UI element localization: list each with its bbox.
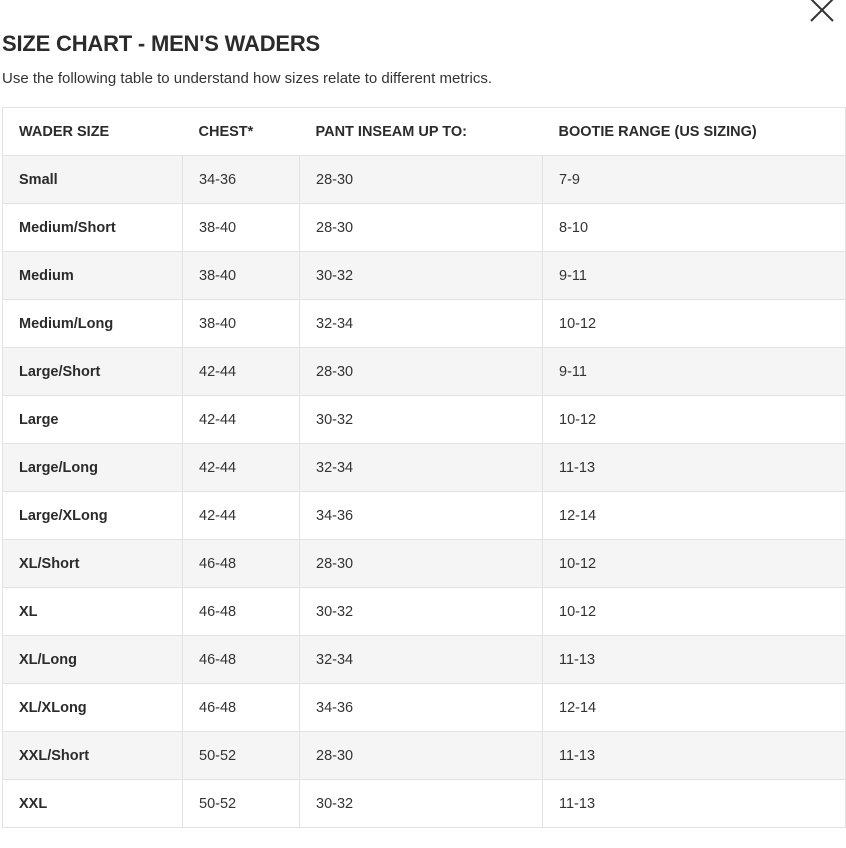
- cell-chest: 46-48: [183, 588, 300, 636]
- table-row: [3, 540, 846, 588]
- cell-bootie-range: 12-14: [543, 684, 846, 732]
- cell-wader-size: XL/XLong: [3, 684, 183, 732]
- cell-bootie-range: 10-12: [543, 300, 846, 348]
- cell-bootie-range: 11-13: [543, 444, 846, 492]
- cell-pant-inseam: 30-32: [300, 396, 543, 444]
- cell-chest: 46-48: [183, 684, 300, 732]
- cell-chest: 50-52: [183, 732, 300, 780]
- cell-wader-size: Large/XLong: [3, 492, 183, 540]
- table-row: [3, 492, 846, 540]
- cell-bootie-range: 11-13: [543, 636, 846, 684]
- cell-pant-inseam: 28-30: [300, 348, 543, 396]
- cell-chest: 42-44: [183, 348, 300, 396]
- table-row: [3, 204, 846, 252]
- cell-wader-size: Medium/Long: [3, 300, 183, 348]
- cell-wader-size: Medium: [3, 252, 183, 300]
- cell-bootie-range: 11-13: [543, 780, 846, 828]
- cell-pant-inseam: 28-30: [300, 540, 543, 588]
- table-row: [3, 300, 846, 348]
- header-wader-size: WADER SIZE: [3, 108, 183, 156]
- cell-pant-inseam: 30-32: [300, 780, 543, 828]
- table-row: [3, 396, 846, 444]
- cell-chest: 38-40: [183, 252, 300, 300]
- cell-chest: 46-48: [183, 636, 300, 684]
- cell-chest: 34-36: [183, 156, 300, 204]
- table-row: [3, 684, 846, 732]
- cell-bootie-range: 7-9: [543, 156, 846, 204]
- table-row: [3, 348, 846, 396]
- cell-bootie-range: 9-11: [543, 348, 846, 396]
- page-title: SIZE CHART - MEN'S WADERS: [2, 31, 321, 56]
- table-row: [3, 732, 846, 780]
- cell-pant-inseam: 32-34: [300, 444, 543, 492]
- cell-pant-inseam: 34-36: [300, 492, 543, 540]
- cell-bootie-range: 10-12: [543, 396, 846, 444]
- cell-pant-inseam: 28-30: [300, 156, 543, 204]
- table-row: [3, 636, 846, 684]
- cell-bootie-range: 12-14: [543, 492, 846, 540]
- cell-chest: 38-40: [183, 300, 300, 348]
- cell-bootie-range: 9-11: [543, 252, 846, 300]
- table-row: [3, 156, 846, 204]
- cell-pant-inseam: 34-36: [300, 684, 543, 732]
- cell-wader-size: XL/Short: [3, 540, 183, 588]
- header-chest: CHEST*: [183, 108, 300, 156]
- cell-chest: 46-48: [183, 540, 300, 588]
- size-chart-table: [2, 107, 846, 828]
- cell-chest: 42-44: [183, 492, 300, 540]
- cell-wader-size: Large/Long: [3, 444, 183, 492]
- cell-wader-size: Small: [3, 156, 183, 204]
- cell-bootie-range: 10-12: [543, 540, 846, 588]
- table-body: [3, 156, 846, 828]
- cell-wader-size: XL: [3, 588, 183, 636]
- header-pant-inseam: PANT INSEAM UP TO:: [300, 108, 543, 156]
- cell-wader-size: XL/Long: [3, 636, 183, 684]
- cell-bootie-range: 11-13: [543, 732, 846, 780]
- cell-bootie-range: 8-10: [543, 204, 846, 252]
- table-row: [3, 780, 846, 828]
- cell-pant-inseam: 32-34: [300, 636, 543, 684]
- cell-chest: 38-40: [183, 204, 300, 252]
- cell-wader-size: XXL: [3, 780, 183, 828]
- cell-bootie-range: 10-12: [543, 588, 846, 636]
- cell-pant-inseam: 32-34: [300, 300, 543, 348]
- cell-chest: 42-44: [183, 396, 300, 444]
- page-subtitle: Use the following table to understand how sizes relate to different metrics.: [2, 70, 492, 87]
- cell-wader-size: Large: [3, 396, 183, 444]
- table-row: [3, 252, 846, 300]
- cell-pant-inseam: 28-30: [300, 204, 543, 252]
- close-button[interactable]: [808, 0, 836, 24]
- table-row: [3, 444, 846, 492]
- table-row: [3, 588, 846, 636]
- header-bootie-range: BOOTIE RANGE (US SIZING): [543, 108, 846, 156]
- cell-wader-size: Large/Short: [3, 348, 183, 396]
- table-header-row: [3, 108, 846, 156]
- cell-pant-inseam: 30-32: [300, 252, 543, 300]
- cell-chest: 50-52: [183, 780, 300, 828]
- cell-chest: 42-44: [183, 444, 300, 492]
- cell-wader-size: XXL/Short: [3, 732, 183, 780]
- close-icon: [808, 0, 836, 24]
- size-chart-table-container: [2, 107, 845, 828]
- cell-pant-inseam: 30-32: [300, 588, 543, 636]
- cell-pant-inseam: 28-30: [300, 732, 543, 780]
- cell-wader-size: Medium/Short: [3, 204, 183, 252]
